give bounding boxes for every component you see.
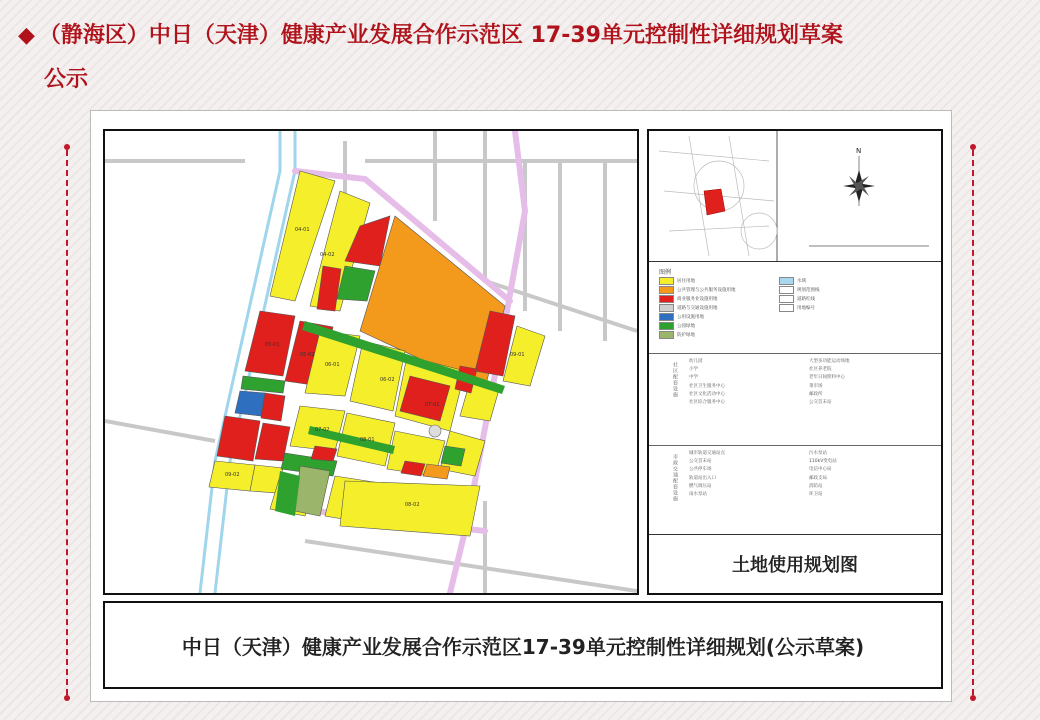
legend-item: 居住用地	[659, 277, 695, 285]
parcel-utility	[235, 391, 265, 416]
parcel-residential	[340, 481, 480, 536]
legend-item: 道路与交通设施用地	[659, 304, 718, 312]
community-facility-col-2	[809, 358, 850, 407]
land-use-map-svg	[105, 131, 637, 593]
diamond-bullet-icon: ◆	[18, 23, 35, 48]
parcel-green	[241, 376, 285, 393]
facility-item: 邮政支局	[809, 475, 827, 481]
municipal-facility-col-2	[809, 450, 837, 499]
legend-swatch	[659, 286, 674, 294]
facility-item: 公共停车场	[689, 467, 712, 473]
facility-item: 110kV变电站	[809, 459, 837, 465]
community-facility-label: 社区配套设施	[672, 362, 678, 398]
inset-road	[729, 136, 749, 256]
legend-panel	[647, 129, 943, 595]
parcel-commercial	[401, 461, 425, 476]
location-inset-svg	[649, 131, 941, 261]
parcel-commercial	[261, 393, 285, 421]
facility-item: 环卫站	[809, 492, 823, 498]
title-line-2: 公示	[44, 67, 89, 92]
block-label: 09-01	[510, 352, 525, 358]
legend-swatch	[659, 313, 674, 321]
legend-swatch	[659, 277, 674, 285]
compass	[843, 147, 875, 206]
compass-north-label: N	[856, 147, 862, 155]
facility-item: 消防站	[809, 483, 823, 489]
legend-item: 水域	[779, 277, 806, 285]
plan-title-bar	[103, 601, 943, 689]
legend-swatch	[779, 277, 794, 285]
municipal-facility-label: 市政交通配套设施	[672, 454, 678, 502]
community-facility-block	[649, 353, 941, 446]
legend-item: 防护绿地	[659, 331, 695, 339]
land-use-map[interactable]	[103, 129, 639, 595]
block-label: 05-01	[265, 342, 280, 348]
inset-road	[669, 226, 769, 231]
facility-item: 社区卫生服务中心	[689, 383, 725, 389]
facility-item: 小学	[689, 367, 698, 373]
facility-item: 幼儿园	[689, 359, 703, 364]
facility-item: 雨水泵站	[689, 492, 707, 498]
block-label: 09-02	[225, 472, 240, 478]
facility-item: 污水泵站	[809, 451, 827, 456]
parcel-green	[441, 446, 465, 466]
block-label: 06-02	[380, 377, 395, 383]
block-label: 07-01	[425, 402, 440, 408]
facility-item: 城市轨道交通站点	[689, 451, 725, 456]
facility-item: 公交首末站	[689, 459, 712, 465]
parcel-protect	[295, 466, 330, 516]
title-line-1: （静海区）中日（天津）健康产业发展合作示范区 17-39单元控制性详细规划草案	[38, 23, 843, 48]
municipal-facility-col-1	[689, 450, 725, 499]
left-decorative-dashed-line	[66, 150, 68, 695]
facility-item: 电信中心局	[809, 467, 832, 473]
legend-swatch	[659, 304, 674, 312]
block-label: 04-01	[295, 227, 310, 233]
legend-item: 公园绿地	[659, 322, 695, 330]
map-caption: 土地使用规划图	[649, 534, 941, 593]
legend-swatch	[659, 295, 674, 303]
legend-item: 商业服务业设施用地	[659, 295, 718, 303]
facility-item: 轨道站出入口	[689, 475, 716, 481]
facility-item: 菜市场	[809, 383, 823, 389]
block-label: 06-01	[325, 362, 340, 368]
facility-item: 燃气调压站	[689, 483, 712, 489]
road-line	[105, 421, 215, 441]
legend-swatch	[659, 322, 674, 330]
facility-item: 社区文化活动中心	[689, 391, 725, 397]
legend-item: 公用设施用地	[659, 313, 704, 321]
block-label: 08-01	[360, 437, 375, 443]
facility-marker[interactable]	[429, 425, 441, 437]
page-title	[18, 14, 1028, 102]
parcel-public	[423, 464, 450, 479]
legend-swatch	[779, 295, 794, 303]
inset-ring	[741, 213, 777, 249]
facility-item: 中学	[689, 375, 698, 381]
inset-road	[659, 151, 769, 161]
legend-item: 规划范围线	[779, 286, 820, 294]
facility-item: 邮政所	[809, 391, 823, 397]
legend-swatch	[659, 331, 674, 339]
legend-swatch	[779, 286, 794, 294]
plan-title: 中日（天津）健康产业发展合作示范区17-39单元控制性详细规划(公示草案)	[181, 634, 865, 659]
facility-item: 社区综合服务中心	[689, 400, 725, 406]
block-label: 04-02	[320, 252, 335, 258]
facility-item: 公交首末站	[809, 400, 832, 406]
legend-item: 公共管理与公共服务设施用地	[659, 286, 736, 294]
facility-item: 大型多功能运动场地	[809, 359, 850, 364]
facility-item: 社区养老院	[809, 367, 832, 373]
block-label: 07-02	[315, 427, 330, 433]
location-inset	[649, 131, 941, 262]
block-label: 05-02	[300, 352, 315, 358]
planning-board	[90, 110, 952, 702]
legend-item: 用地编号	[779, 304, 815, 312]
legend-swatch	[779, 304, 794, 312]
legend-item: 道路红线	[779, 295, 815, 303]
road-line	[305, 541, 637, 591]
facility-item: 老年日间照料中心	[809, 375, 845, 381]
parcel-commercial	[311, 446, 337, 461]
right-decorative-dashed-line	[972, 150, 974, 695]
block-label: 08-02	[405, 502, 420, 508]
legend-title: 图例	[659, 269, 672, 276]
community-facility-col-1	[689, 358, 725, 407]
parcel-commercial	[217, 416, 260, 461]
municipal-facility-block	[649, 445, 941, 534]
site-location-marker	[704, 189, 725, 215]
